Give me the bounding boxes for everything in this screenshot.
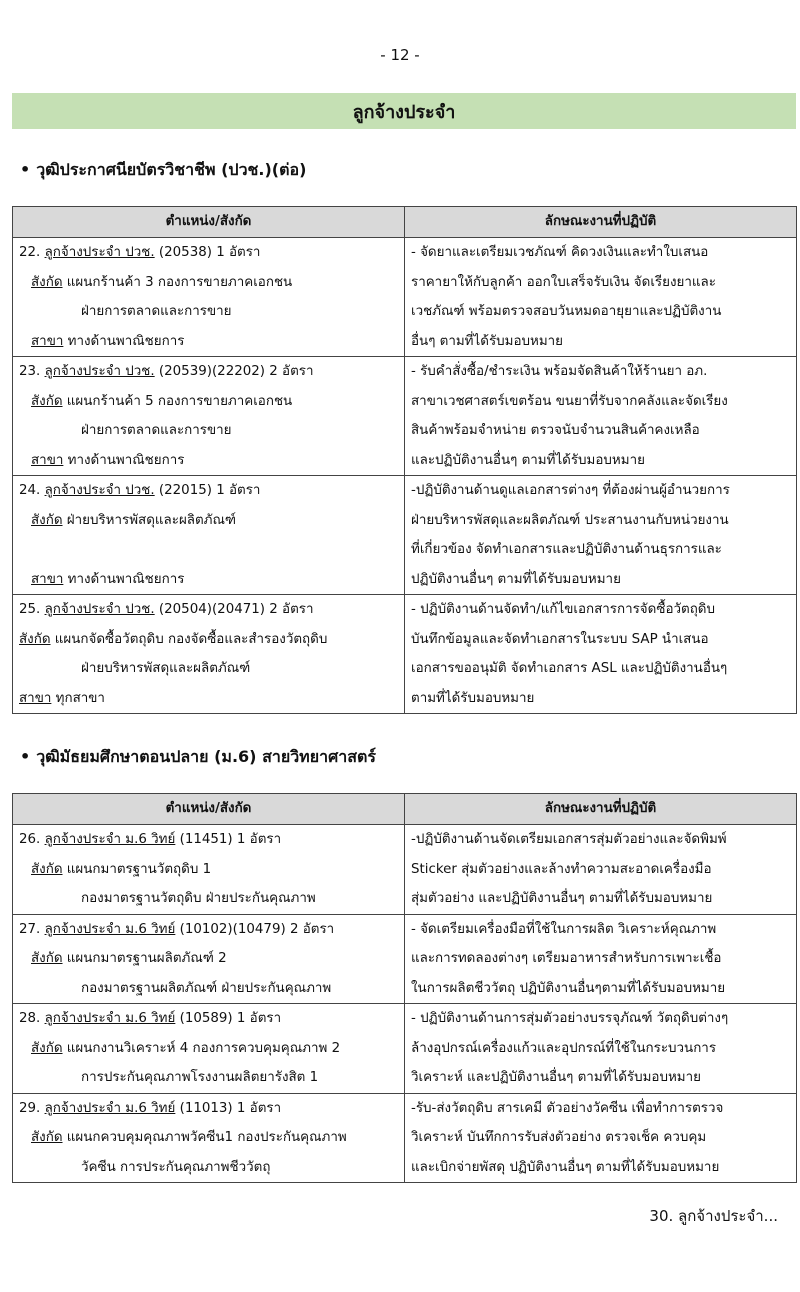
text-span: - ปฏิบัติงานด้านจัดทำ/แก้ไขเอกสารการจัดซื้อวัตถุดิบ — [411, 602, 716, 617]
text-span: แผนกควบคุมคุณภาพวัคซีน1 กองประกันคุณภาพ — [62, 1130, 347, 1145]
duties-cell — [405, 238, 797, 357]
text-span: (10102)(10479) 2 อัตรา — [175, 921, 335, 937]
text-span: ล้างอุปกรณ์เครื่องแก้วและอุปกรณ์ที่ใช้ในกระบวนการ — [411, 1040, 717, 1056]
table-header-row — [13, 794, 797, 825]
text-span: สาขา — [31, 333, 64, 349]
text-span: ในการผลิตชีววัตถุ ปฏิบัติงานอื่นๆตามที่ได้รับมอบหมาย — [411, 980, 726, 996]
position-line — [19, 1094, 398, 1124]
text-span: วุฒิประกาศนียบัตรวิชาชีพ (ปวช.)(ต่อ) — [36, 160, 307, 179]
table-row — [13, 914, 797, 1004]
text-span: สุ่มตัวอย่าง และปฏิบัติงานอื่นๆ ตามที่ได้รับมอบหมาย — [411, 891, 713, 906]
department-line-2: กองมาตรฐานผลิตภัณฑ์ ฝ่ายประกันคุณภาพ — [81, 980, 332, 996]
text-span: ฝ่ายบริหารพัสดุและผลิตภัณฑ์ — [62, 512, 237, 528]
text-span: 24. — [19, 483, 41, 498]
text-span: วิเคราะห์ บันทึกการรับส่งตัวอย่าง ตรวจเช็ค ควบคุม — [411, 1130, 707, 1145]
text-span: 28. — [19, 1011, 41, 1026]
column-header-duties: ลักษณะงานที่ปฏิบัติ — [405, 207, 797, 238]
text-span: 29. — [19, 1100, 41, 1116]
text-span: อื่นๆ ตามที่ได้รับมอบหมาย — [411, 333, 564, 349]
text-span: สังกัด — [31, 274, 63, 290]
text-span: ลูกจ้างประจำ ปวช. — [44, 364, 155, 379]
continuation-note: 30. ลูกจ้างประจำ... — [649, 1207, 778, 1225]
text-span: (10589) 1 อัตรา — [175, 1011, 282, 1026]
department-line-2: ฝ่ายการตลาดและการขาย — [81, 423, 232, 438]
text-span: ลูกจ้างประจำ ปวช. — [44, 483, 155, 498]
text-span: (20538) 1 อัตรา — [154, 245, 261, 260]
text-span: Sticker สุ่มตัวอย่างและล้างทำความสะอาดเครื่องมือ — [411, 861, 712, 877]
banner-title: ลูกจ้างประจำ — [352, 101, 456, 123]
text-span: ลูกจ้างประจำ ปวช. — [44, 245, 155, 260]
column-header-duties: ลักษณะงานที่ปฏิบัติ — [405, 794, 797, 825]
text-span: สินค้าพร้อมจำหน่าย ตรวจนับจำนวนสินค้าคงเหลือ — [411, 423, 700, 438]
text-span: แผนกงานวิเคราะห์ 4 กองการควบคุมคุณภาพ 2 — [62, 1040, 341, 1056]
department-line-2: วัคซีน การประกันคุณภาพชีววัตถุ — [81, 1159, 271, 1175]
table-row — [13, 476, 797, 595]
text-span: - รับคำสั่งซื้อ/ชำระเงิน พร้อมจัดสินค้าให้ร้านยา อภ. — [411, 364, 708, 379]
branch-line — [19, 684, 398, 714]
spacer — [19, 535, 398, 565]
text-span: -ปฏิบัติงานด้านจัดเตรียมเอกสารสุ่มตัวอย่างและจัดพิมพ์ — [411, 832, 727, 847]
table-header-row — [13, 207, 797, 238]
text-span: แผนกจัดซื้อวัตถุดิบ กองจัดซื้อและสำรองวัตถุดิบ — [50, 631, 328, 647]
text-span: (11013) 1 อัตรา — [175, 1100, 282, 1116]
duties-cell — [405, 825, 797, 915]
text-span: และปฏิบัติงานอื่นๆ ตามที่ได้รับมอบหมาย — [411, 452, 645, 468]
text-span: ฝ่ายบริหารพัสดุและผลิตภัณฑ์ ประสานงานกับหน่วยงาน — [411, 512, 729, 528]
text-span: สาขา — [31, 452, 64, 468]
text-span: ลูกจ้างประจำ ม.6 วิทย์ — [44, 1011, 176, 1026]
column-header-position: ตำแหน่ง/สังกัด — [13, 794, 405, 825]
jobs-table-vocational — [12, 206, 797, 714]
duties-cell — [405, 595, 797, 714]
text-span: ลูกจ้างประจำ ม.6 วิทย์ — [44, 921, 176, 937]
page-number: - 12 - — [380, 46, 420, 64]
text-span: ทางด้านพาณิชยการ — [63, 333, 185, 349]
text-span: - ปฏิบัติงานด้านการสุ่มตัวอย่างบรรจุภัณฑ์ วัตถุดิบต่างๆ — [411, 1011, 729, 1026]
position-line — [19, 825, 398, 855]
position-cell — [13, 825, 405, 915]
text-span: สังกัด — [19, 631, 51, 647]
position-cell — [13, 914, 405, 1004]
text-span: แผนกมาตรฐานวัตถุดิบ 1 — [62, 861, 212, 877]
text-span: ที่เกี่ยวข้อง จัดทำเอกสารและปฏิบัติงานด้านธุรการและ — [411, 542, 722, 557]
column-header-position: ตำแหน่ง/สังกัด — [13, 207, 405, 238]
department-line — [19, 268, 398, 298]
department-line — [19, 625, 398, 655]
text-span: แผนกร้านค้า 5 กองการขายภาคเอกชน — [62, 393, 293, 409]
text-span: และการทดลองต่างๆ เตรียมอาหารสำหรับการเพาะเชื้อ — [411, 951, 722, 966]
position-line — [19, 595, 398, 625]
text-span: ทางด้านพาณิชยการ — [63, 571, 185, 587]
text-span: สังกัด — [31, 512, 63, 528]
position-cell — [13, 595, 405, 714]
text-span: สังกัด — [31, 861, 63, 877]
table-row — [13, 1004, 797, 1094]
text-span: (11451) 1 อัตรา — [175, 832, 282, 847]
department-line — [19, 944, 398, 974]
text-span: - จัดเตรียมเครื่องมือที่ใช้ในการผลิต วิเคราะห์คุณภาพ — [411, 921, 717, 937]
text-span: ราคายาให้กับลูกค้า ออกใบเสร็จรับเงิน จัดเรียงยาและ — [411, 274, 716, 290]
text-span: ลูกจ้างประจำ ปวช. — [44, 602, 155, 617]
department-line-2: กองมาตรฐานวัตถุดิบ ฝ่ายประกันคุณภาพ — [81, 891, 316, 906]
text-span: 27. — [19, 921, 41, 937]
branch-line — [19, 446, 398, 476]
text-span: 25. — [19, 602, 41, 617]
text-span: สาขา — [19, 690, 52, 706]
text-span: (20504)(20471) 2 อัตรา — [154, 602, 314, 617]
department-line — [19, 1034, 398, 1064]
duties-cell — [405, 914, 797, 1004]
table-row — [13, 357, 797, 476]
text-span: -รับ-ส่งวัตถุดิบ สารเคมี ตัวอย่างวัคซีน เพื่อทำการตรวจ — [411, 1100, 724, 1116]
text-span: -ปฏิบัติงานด้านดูแลเอกสารต่างๆ ที่ต้องผ่านผู้อำนวยการ — [411, 483, 730, 498]
text-span: ปฏิบัติงานอื่นๆ ตามที่ได้รับมอบหมาย — [411, 571, 621, 587]
department-line — [19, 506, 398, 536]
position-cell — [13, 238, 405, 357]
bullet-icon: • — [20, 160, 31, 179]
text-span: วิเคราะห์ และปฏิบัติงานอื่นๆ ตามที่ได้รับมอบหมาย — [411, 1070, 701, 1085]
text-span: แผนกร้านค้า 3 กองการขายภาคเอกชน — [62, 274, 293, 290]
text-span: สังกัด — [31, 951, 63, 966]
position-cell — [13, 1004, 405, 1094]
position-line — [19, 915, 398, 945]
text-span: และเบิกจ่ายพัสดุ ปฏิบัติงานอื่นๆ ตามที่ได้รับมอบหมาย — [411, 1159, 720, 1175]
position-line — [19, 1004, 398, 1034]
department-line-2: ฝ่ายการตลาดและการขาย — [81, 304, 232, 319]
duties-cell — [405, 1093, 797, 1183]
department-line — [19, 1123, 398, 1153]
text-span: ทุกสาขา — [51, 690, 105, 706]
text-span: - จัดยาและเตรียมเวชภัณฑ์ คิดวงเงินและทำใบเสนอ — [411, 245, 709, 260]
branch-line — [19, 565, 398, 595]
text-span: เอกสารขออนุมัติ จัดทำเอกสาร ASL และปฏิบัติงานอื่นๆ — [411, 661, 728, 676]
text-span: (22015) 1 อัตรา — [154, 483, 261, 498]
text-span: (20539)(22202) 2 อัตรา — [154, 364, 314, 379]
text-span: สาขา — [31, 571, 64, 587]
position-cell — [13, 476, 405, 595]
text-span: ลูกจ้างประจำ ม.6 วิทย์ — [44, 832, 176, 847]
table-row — [13, 595, 797, 714]
department-line-2: ฝ่ายบริหารพัสดุและผลิตภัณฑ์ — [81, 661, 251, 676]
department-line — [19, 387, 398, 417]
position-cell — [13, 357, 405, 476]
text-span: 22. — [19, 245, 41, 260]
text-span: สังกัด — [31, 1040, 63, 1056]
table-row — [13, 1093, 797, 1183]
text-span: 26. — [19, 832, 41, 847]
text-span: สาขาเวชศาสตร์เขตร้อน ขนยาที่รับจากคลังและจัดเรียง — [411, 393, 728, 409]
text-span: เวชภัณฑ์ พร้อมตรวจสอบวันหมดอายุยาและปฏิบัติงาน — [411, 304, 722, 319]
department-line-2: การประกันคุณภาพโรงงานผลิตยารังสิต 1 — [81, 1070, 319, 1085]
section-title-vocational — [20, 158, 306, 183]
text-span: บันทึกข้อมูลและจัดทำเอกสารในระบบ SAP นำเสนอ — [411, 631, 709, 647]
position-cell — [13, 1093, 405, 1183]
jobs-table-high-school — [12, 793, 797, 1183]
duties-cell — [405, 357, 797, 476]
position-line — [19, 238, 398, 268]
text-span: สังกัด — [31, 393, 63, 409]
table-row — [13, 238, 797, 357]
text-span: ทางด้านพาณิชยการ — [63, 452, 185, 468]
duties-cell — [405, 476, 797, 595]
bullet-icon: • — [20, 747, 31, 766]
page-banner — [12, 93, 796, 129]
text-span: 23. — [19, 364, 41, 379]
text-span: วุฒิมัธยมศึกษาตอนปลาย (ม.6) สายวิทยาศาสตร์ — [36, 747, 376, 766]
text-span: ตามที่ได้รับมอบหมาย — [411, 690, 535, 706]
position-line — [19, 476, 398, 506]
section-title-high-school-science — [20, 745, 376, 770]
text-span: แผนกมาตรฐานผลิตภัณฑ์ 2 — [62, 951, 227, 966]
duties-cell — [405, 1004, 797, 1094]
branch-line — [19, 327, 398, 357]
text-span: ลูกจ้างประจำ ม.6 วิทย์ — [44, 1100, 176, 1116]
table-row — [13, 825, 797, 915]
text-span: สังกัด — [31, 1130, 63, 1145]
department-line — [19, 855, 398, 885]
position-line — [19, 357, 398, 387]
